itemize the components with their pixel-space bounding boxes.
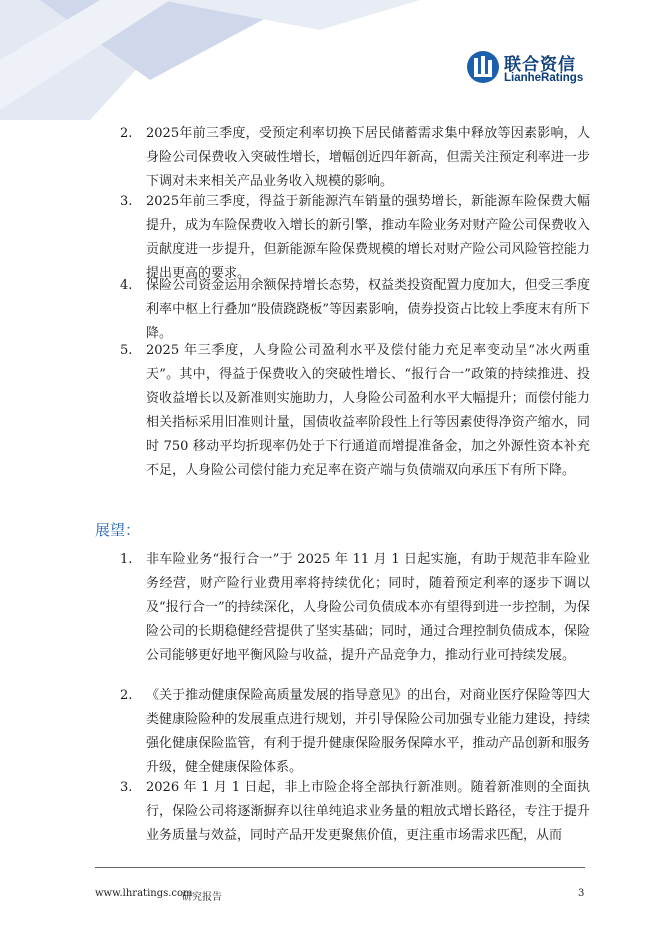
lianhe-logo-icon xyxy=(466,50,500,84)
footer-url[interactable] xyxy=(95,888,193,899)
outlook-item-number: 2. xyxy=(120,688,133,703)
logo-name: 联合资信 xyxy=(504,55,576,75)
outlook-item-text: 2026 年 1 月 1 日起，非上市险企将全部执行新准则。随着新准则的全面执行，保险公司将逐渐摒弃以往单纯追求业务量的粗放式增长路径，专注于提升业务质量与效益，同时产品开发更聚焦价值，更注重市场需求匹配，从而 xyxy=(146,780,590,843)
list-item-number: 5. xyxy=(120,343,133,358)
outlook-item-text: 《关于推动健康保险高质量发展的指导意见》的出台，对商业医疗保险等四大类健康险险种的发展重点进行规划，并引导保险公司加强专业能力建设，持续强化健康保险监管，有利于提升健康保险服务保障水平，推动产品创新和服务升级，健全健康保险体系。 xyxy=(146,688,590,775)
list-item-text: 2025年前三季度，得益于新能源汽车销量的强势增长，新能源车险保费大幅提升，成为车险保费收入增长的新引擎，推动车险业务对财产险公司保费收入贡献度进一步提升，但新能源车险保费规模的增长对财产险公司风险管控能力提出更高的要求。 xyxy=(146,194,590,281)
list-item-number: 2. xyxy=(120,126,133,141)
outlook-item-number: 3. xyxy=(120,780,133,795)
list-item-number: 3. xyxy=(120,194,133,209)
footer-divider xyxy=(95,867,585,868)
company-logo xyxy=(466,50,586,90)
footer-url-text: www.lhratings.com xyxy=(95,888,193,899)
list-item-text: 2025年前三季度，受预定利率切换下居民储蓄需求集中释放等因素影响，人身险公司保费收入突破性增长，增幅创近四年新高，但需关注预定利率进一步下调对未来相关产品业务收入规模的影响。 xyxy=(146,126,590,189)
logo-english-name: LianheRatings xyxy=(504,72,584,84)
page-number: 3 xyxy=(578,888,585,899)
outlook-item-text: 非车险业务“报行合一”于 2025 年 11 月 1 日起实施，有助于规范非车险业务经营，财产险行业费用率将持续优化；同时，随着预定利率的逐步下调以及“报行合一”的持续深化，人身险公司负债成本亦有望得到进一步控制，为保险公司的长期稳健经营提供了坚实基础；同时，通过合理控制负债成本，保险公司能够更好地平衡风险与收益，提升产品竞争力，推动行业可持续发展。 xyxy=(146,552,590,663)
outlook-heading: 展望： xyxy=(95,521,141,539)
outlook-item-number: 1. xyxy=(120,552,133,567)
footer-label: 研究报告 xyxy=(182,892,222,903)
list-item-number: 4. xyxy=(120,278,133,293)
list-item-text: 2025 年三季度，人身险公司盈利水平及偿付能力充足率变动呈“冰火两重天”。其中，得益于保费收入的突破性增长、“报行合一”政策的持续推进、投资收益增长以及新准则实施助力，人身险公司盈利水平大幅提升；而偿付能力相关指标采用旧准则计量，国债收益率阶段性上行等因素使得净资产缩水，同时 750 移动平均折现率仍处于下行通道而增提准备金，加之外源性资本补充不足，人身险公司偿付能力充足率在资产端与负债端双向承压下有所下降。 xyxy=(146,343,590,478)
list-item-text: 保险公司资金运用余额保持增长态势，权益类投资配置力度加大，但受三季度利率中枢上行叠加“股债跷跷板”等因素影响，债券投资占比较上季度末有所下降。 xyxy=(146,278,590,341)
